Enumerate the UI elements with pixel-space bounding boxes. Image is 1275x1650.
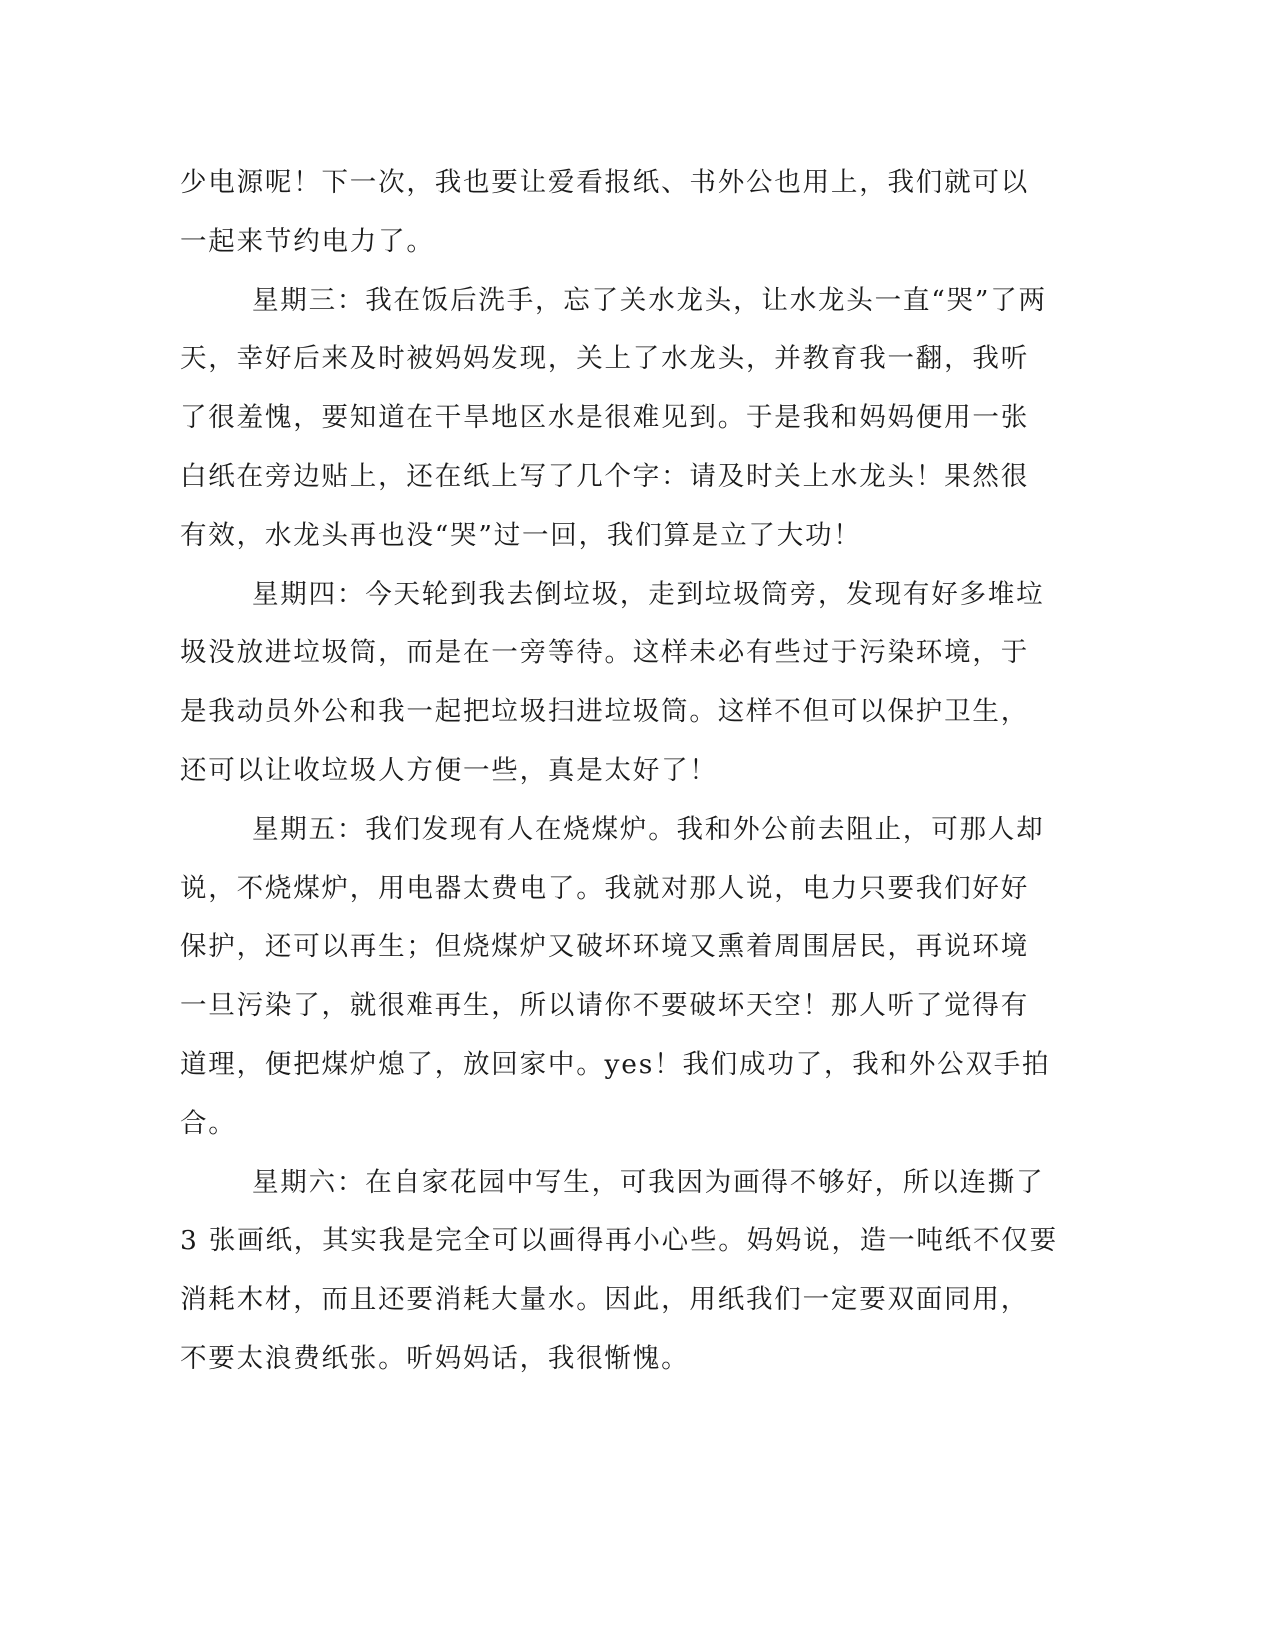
text-line: 是我动员外公和我一起把垃圾扫进垃圾筒。这样不但可以保护卫生， <box>180 696 1029 728</box>
text-line: 一起来节约电力了。 <box>180 225 435 257</box>
text-line: 道理，便把煤炉熄了，放回家中。yes！我们成功了，我和外公双手拍 <box>180 1048 1051 1080</box>
text-line: 天，幸好后来及时被妈妈发现，关上了水龙头，并教育我一翻，我听 <box>180 343 1029 375</box>
paragraph-first-line: 星期五：我们发现有人在烧煤炉。我和外公前去阻止，可那人却 <box>252 813 1045 845</box>
body-text <box>180 154 1058 1389</box>
text-line: 一旦污染了，就很难再生，所以请你不要破坏天空！那人听了觉得有 <box>180 990 1029 1022</box>
text-line: 合。 <box>180 1107 237 1139</box>
paragraph-first-line: 星期四：今天轮到我去倒垃圾，走到垃圾筒旁，发现有好多堆垃 <box>252 578 1045 610</box>
text-line: 保护，还可以再生；但烧煤炉又破坏环境又熏着周围居民，再说环境 <box>180 931 1029 963</box>
text-line: 少电源呢！下一次，我也要让爱看报纸、书外公也用上，我们就可以 <box>180 167 1029 198</box>
text-line: 圾没放进垃圾筒，而是在一旁等待。这样未必有些过于污染环境，于 <box>180 637 1029 669</box>
paragraph-first-line: 星期三：我在饭后洗手，忘了关水龙头，让水龙头一直“哭”了两 <box>252 284 1047 316</box>
text-line: 有效，水龙头再也没“哭”过一回，我们算是立了大功！ <box>180 519 862 551</box>
text-line: 消耗木材，而且还要消耗大量水。因此，用纸我们一定要双面同用， <box>180 1284 1029 1316</box>
text-line: 了很羞愧，要知道在干旱地区水是很难见到。于是我和妈妈便用一张 <box>180 402 1029 434</box>
text-line: 不要太浪费纸张。听妈妈话，我很惭愧。 <box>180 1342 690 1374</box>
text-line: 白纸在旁边贴上，还在纸上写了几个字：请及时关上水龙头！果然很 <box>180 460 1029 492</box>
text-line: 3 张画纸，其实我是完全可以画得再小心些。妈妈说，造一吨纸不仅要 <box>180 1225 1058 1257</box>
paragraph-first-line: 星期六：在自家花园中写生，可我因为画得不够好，所以连撕了 <box>252 1166 1045 1198</box>
text-line: 还可以让收垃圾人方便一些，真是太好了！ <box>180 754 718 786</box>
text-line: 说，不烧煤炉，用电器太费电了。我就对那人说，电力只要我们好好 <box>180 872 1029 904</box>
